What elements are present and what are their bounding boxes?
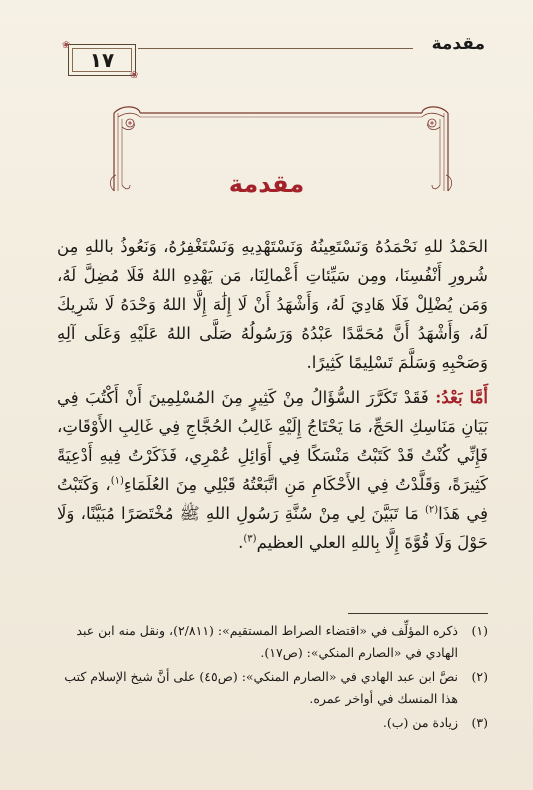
paragraph-main [57,383,488,557]
footnote-item [57,620,488,664]
footnote-ref[interactable]: (٣) [243,533,257,545]
flower-ornament-icon: ❀ [130,70,139,81]
flower-ornament-icon: ❀ [62,40,71,51]
running-header [60,30,485,90]
footnotes [57,620,488,736]
paragraph-text: ، وَكَتَبْتُ فِي هَذَا [57,475,488,523]
footnote-text: زيادة من (ب). [382,715,458,730]
paragraph-opening: الحَمْدُ للهِ نَحْمَدُهُ وَنَسْتَعِينُهُ وَنَسْتَهْدِيهِ وَنَسْتَغْفِرُهُ، وَنَعُوذُ باللهِ مِن شُرورِ أَنْفُسِنَا، ومِن سَيِّئاتِ أَعْمالِنَا، مَن يَهْدِهِ اللهُ فَلَا مُضِلَّ لَهُ، وَمَن يُضْلِلْ فَلَا هَادِيَ لَهُ، وَأَشْهَدُ أَنْ لَا إِلَٰهَ إِلَّا اللهُ وَحْدَهُ لَا شَرِيكَ لَهُ، وَأَشْهَدُ أَنَّ مُحَمَّدًا عَبْدُهُ وَرَسُولُهُ صَلَّى اللهُ عَلَيْهِ وَعَلَى آلِهِ وَصَحْبِهِ وَسَلَّمَ تَسْلِيمًا كَثِيرًا. [57,237,488,372]
footnote-item [57,712,488,734]
header-rule [138,48,413,49]
footnote-item [57,666,488,710]
paragraph-text: مَا تَبَيَّنَ لِي مِنْ سُنَّةِ رَسُولِ اللهِ ﷺ مُخْتَصَرًا مُبَيَّنًا، وَلَا حَوْلَ وَلَا قُوَّةَ إِلَّا بِاللهِ العلي العظيم [57,504,488,552]
body-text [57,232,488,557]
footnote-text: نصَّ ابن عبد الهادي في «الصارم المنكي»: (ص٤٥) على أنَّ شيخ الإسلام كتب هذا المنسك في أواخر عمره. [64,669,458,706]
paragraph-lead: أَمَّا بَعْدُ: [435,388,488,407]
paragraph-end: . [238,533,244,552]
footnote-text: ذكره المؤلِّف في «اقتضاء الصراط المستقيم»: (٢/٨١١)، ونقل منه ابن عبد الهادي في «الصارم المنكي»: (ص١٧). [76,623,458,660]
footnote-separator [348,613,488,614]
page-number: ١٧ [89,48,115,72]
paragraph-text: فَقَدْ تَكَرَّرَ السُّؤَالُ مِنْ كَثِيرٍ مِنَ المُسْلِمِينَ أَنْ أَكْتُبَ فِي بَيَانِ مَنَاسِكِ الحَجِّ، مَا يَحْتَاجُ إِلَيْهِ غَالِبُ الحُجَّاجِ فِي غَالِبِ الأَوْقَاتِ، فَإِنِّي كُنْتُ قَدْ كَتَبْتُ مَنْسَكًا فِي أَوَائِلِ عُمْرِي، فَذَكَرْتُ فِيهِ أَدْعِيَةً كَثِيرَةً، وَقَلَّدْتُ فِي الأَحْكَامِ مَنِ اتَّبَعْتُهُ قَبْلِي مِنَ العُلَمَاءِ [57,388,488,494]
header-title: مقدمة [431,34,485,54]
footnote-number: (٣) [471,715,488,730]
footnote-ref[interactable]: (١) [110,475,124,487]
footnote-number: (٢) [471,669,488,684]
page-number-box [68,44,136,76]
footnote-ref[interactable]: (٢) [424,504,439,516]
footnote-number: (١) [471,623,488,638]
chapter-title: مقدمة [228,170,305,198]
